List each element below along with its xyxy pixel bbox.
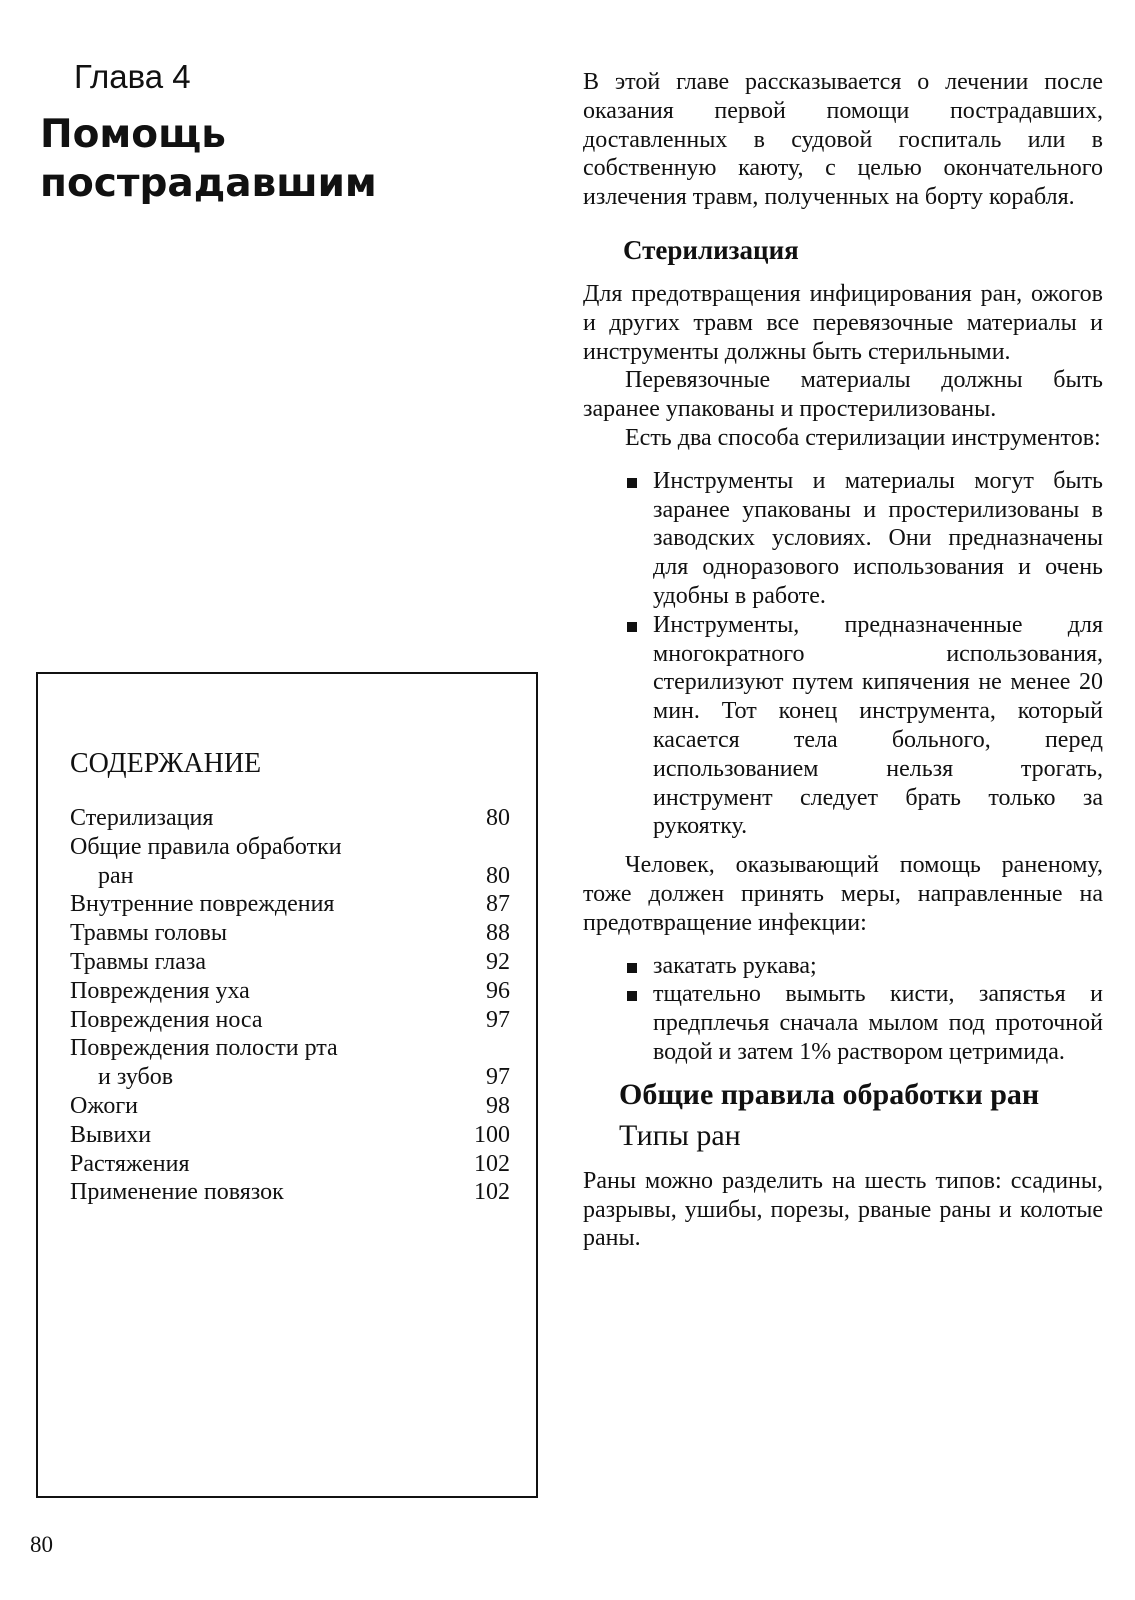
toc-row — [70, 1150, 510, 1179]
toc-label: и зубов — [98, 1064, 174, 1091]
bullet-item: Инструменты, предназначенные для многократного использования, стерилизуют путем кипячения не менее 20 мин. Тот конец инструмента, который касается тела больного, перед использованием нельзя трогать, инструмент следует брать только за рукоятку. — [625, 611, 1103, 841]
section-heading: Стерилизация — [623, 234, 799, 265]
toc-page: 102 — [474, 1179, 510, 1206]
toc-page: 92 — [486, 948, 510, 975]
toc-page: 100 — [474, 1121, 510, 1148]
chapter-label: Глава 4 — [74, 58, 191, 95]
toc-label: Растяжения — [70, 1150, 190, 1177]
bullet-item: закатать рукава; — [625, 952, 1103, 981]
toc-label: Вывихи — [70, 1121, 152, 1148]
toc-label: Повреждения полости рта — [70, 1035, 338, 1062]
toc-row — [70, 804, 510, 833]
toc-page: 98 — [486, 1092, 510, 1119]
main-text — [583, 68, 1103, 1253]
toc-row — [70, 890, 510, 919]
bullet-list — [625, 952, 1103, 1067]
toc-label: ран — [98, 862, 134, 889]
paragraph: Есть два способа стерилизации инструментов: — [625, 424, 1101, 451]
toc-page: 88 — [486, 920, 510, 947]
toc-row — [70, 919, 510, 948]
toc-page: 80 — [486, 862, 510, 889]
paragraph: Перевязочные материалы должны быть заранее упакованы и простерилизованы. — [583, 367, 1103, 423]
intro-paragraph: В этой главе рассказывается о лечении после оказания первой помощи пострадавших, доставленных в судовой госпиталь или в собственную каюту, с целью окончательного излечения травм, полученных на борту корабля. — [583, 69, 1103, 211]
title-line: пострадавшим — [40, 161, 377, 206]
toc-page: 97 — [486, 1064, 510, 1091]
toc-label: Травмы глаза — [70, 948, 207, 975]
toc-row — [70, 833, 510, 862]
toc-label: Применение повязок — [70, 1179, 284, 1206]
toc-label: Ожоги — [70, 1092, 139, 1119]
toc-label: Внутренние повреждения — [70, 891, 335, 918]
bullet-item: Инструменты и материалы могут быть заранее упакованы и простерилизованы в заводских условиях. Они предназначены для одноразового использования и очень удобны в работе. — [625, 467, 1103, 611]
subsection-heading: Типы ран — [619, 1118, 741, 1152]
section-heading: Общие правила обработки ран — [619, 1077, 1040, 1111]
toc-row — [70, 1063, 510, 1092]
toc-row — [70, 977, 510, 1006]
toc-page: 80 — [486, 805, 510, 831]
contents-box — [36, 672, 538, 1498]
bullet-item: тщательно вымыть кисти, запястья и предплечья сначала мылом под проточной водой и затем 1% раствором цетримида. — [625, 980, 1103, 1066]
toc-row — [70, 1178, 510, 1207]
toc-page: 102 — [474, 1150, 510, 1177]
toc-row — [70, 1034, 510, 1063]
toc-label: Стерилизация — [70, 805, 214, 831]
bullet-list — [625, 467, 1103, 841]
toc-row — [70, 1121, 510, 1150]
toc-label: Травмы головы — [70, 920, 227, 947]
page-number: 80 — [30, 1532, 53, 1557]
paragraph: Для предотвращения инфицирования ран, ожогов и других травм все перевязочные материалы и инструменты должны быть стерильными. — [583, 280, 1103, 365]
toc-page: 96 — [486, 977, 510, 1004]
toc-page: 97 — [486, 1006, 510, 1033]
toc-row — [70, 1006, 510, 1035]
contents-list — [70, 804, 510, 1207]
toc-row — [70, 1092, 510, 1121]
title-line: Помощь — [40, 112, 226, 157]
toc-label: Повреждения носа — [70, 1006, 263, 1033]
toc-row — [70, 948, 510, 977]
toc-row — [70, 862, 510, 891]
contents-heading: СОДЕРЖАНИЕ — [70, 748, 262, 779]
toc-page: 87 — [486, 891, 510, 918]
paragraph: Раны можно разделить на шесть типов: ссадины, разрывы, ушибы, порезы, рваные раны и колотые раны. — [583, 1167, 1103, 1252]
toc-label: Повреждения уха — [70, 977, 250, 1004]
paragraph: Человек, оказывающий помощь раненому, тоже должен принять меры, направленные на предотвращение инфекции: — [583, 852, 1103, 936]
chapter-title — [40, 110, 377, 208]
toc-label: Общие правила обработки — [70, 833, 342, 860]
